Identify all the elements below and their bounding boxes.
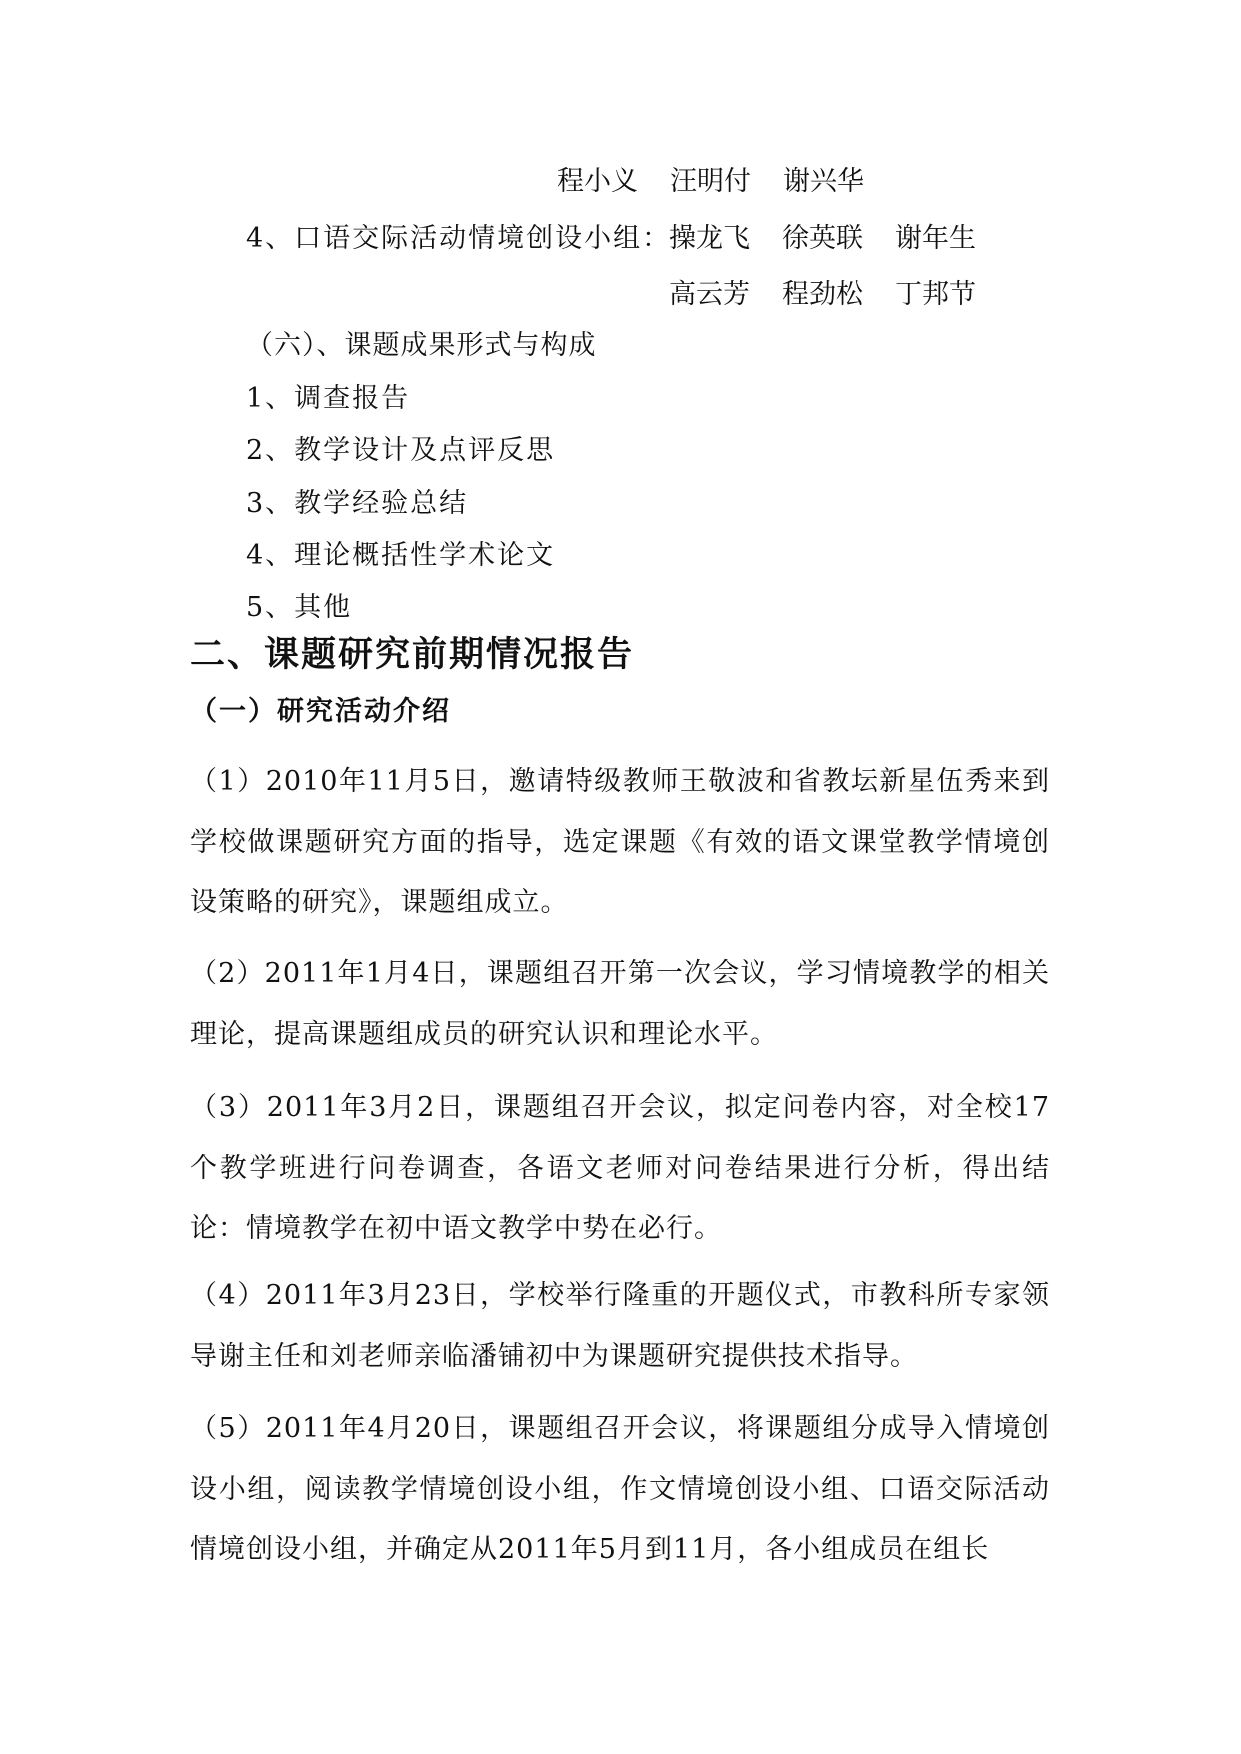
member-name: 高云芳 [669, 279, 750, 310]
group-4-members-row1 [669, 222, 976, 256]
member-name: 谢年生 [895, 223, 976, 254]
member-name: 程劲松 [782, 279, 863, 310]
chapter-2-title: 二、课题研究前期情况报告 [190, 634, 635, 675]
section-6-title: （六）、课题成果形式与构成 [246, 330, 597, 361]
paragraph: （1）2010年11月5日，邀请特级教师王敬波和省教坛新星伍秀来到学校做课题研究方面的指导，选定课题《有效的语文课堂教学情境创设策略的研究》，课题组成立。 [190, 766, 1050, 918]
member-name: 汪明付 [670, 166, 751, 197]
member-name: 操龙飞 [669, 223, 750, 254]
list-item: 5、其他 [246, 592, 353, 623]
member-name: 程小义 [557, 166, 638, 197]
list-item: 3、教学经验总结 [246, 488, 469, 519]
group-4-label: 4、口语交际活动情境创设小组： [246, 223, 672, 254]
member-name: 徐英联 [782, 223, 863, 254]
paragraph: （2）2011年1月4日，课题组召开第一次会议，学习情境教学的相关理论，提高课题组成员的研究认识和理论水平。 [190, 958, 1050, 1050]
member-names-continued [557, 165, 864, 199]
paragraph: （4）2011年3月23日，学校举行隆重的开题仪式，市教科所专家领导谢主任和刘老师亲临潘铺初中为课题研究提供技术指导。 [190, 1280, 1050, 1372]
subsection-1-title: （一）研究活动介绍 [190, 696, 451, 727]
member-name: 丁邦节 [895, 279, 976, 310]
paragraph: （5）2011年4月20日，课题组召开会议，将课题组分成导入情境创设小组，阅读教学情境创设小组，作文情境创设小组、口语交际活动情境创设小组，并确定从2011年5月到11月，各小组成员在组长 [190, 1413, 1050, 1565]
list-item: 2、教学设计及点评反思 [246, 435, 556, 466]
group-4-members-row2 [669, 278, 976, 312]
list-item: 1、调查报告 [246, 383, 411, 414]
paragraph: （3）2011年3月2日，课题组召开会议，拟定问卷内容，对全校17个教学班进行问卷调查，各语文老师对问卷结果进行分析，得出结论：情境教学在初中语文教学中势在必行。 [190, 1092, 1050, 1244]
list-item: 4、理论概括性学术论文 [246, 540, 556, 571]
member-name: 谢兴华 [783, 166, 864, 197]
